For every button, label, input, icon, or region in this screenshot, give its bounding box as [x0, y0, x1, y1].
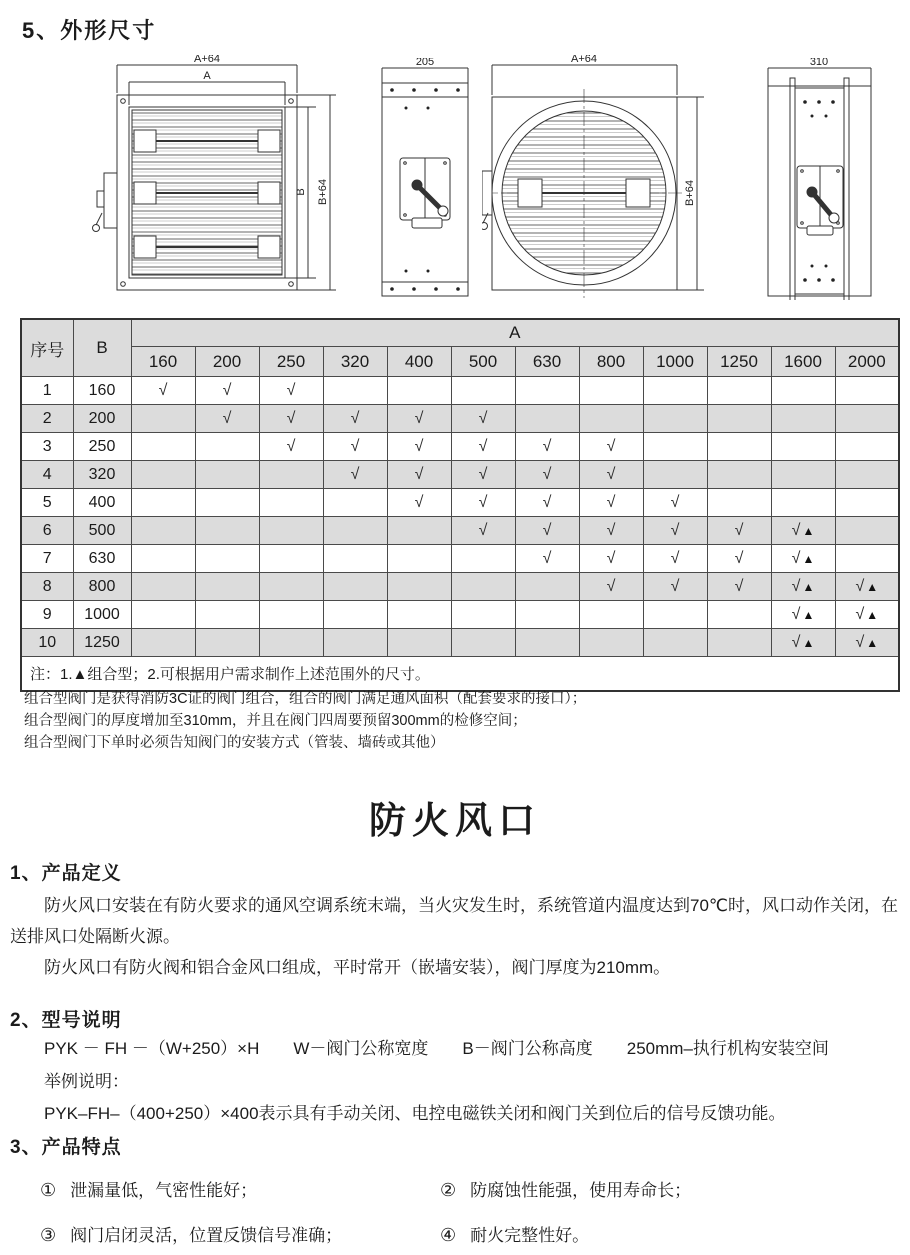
table-row	[21, 573, 899, 601]
availability-cell	[643, 573, 707, 601]
availability-cell	[771, 489, 835, 517]
availability-cell	[323, 573, 387, 601]
availability-cell	[707, 601, 771, 629]
availability-cell	[771, 461, 835, 489]
available-mark: √	[222, 381, 232, 399]
availability-cell	[835, 433, 899, 461]
availability-cell	[579, 405, 643, 433]
row-b-value: 500	[73, 517, 131, 545]
available-mark: √	[606, 493, 616, 511]
availability-cell	[259, 629, 323, 657]
availability-cell	[131, 489, 195, 517]
available-mark: √	[478, 493, 488, 511]
drawing-square-damper-front	[92, 55, 344, 302]
available-mark: √	[286, 409, 296, 427]
availability-cell	[451, 489, 515, 517]
availability-cell	[195, 405, 259, 433]
availability-cell	[579, 545, 643, 573]
combined-type-mark: ▲	[802, 607, 815, 622]
availability-cell	[515, 489, 579, 517]
size-availability-table	[20, 318, 900, 692]
availability-cell	[323, 377, 387, 405]
availability-cell	[515, 545, 579, 573]
row-b-value: 320	[73, 461, 131, 489]
drawing-round-damper-side	[733, 58, 905, 300]
availability-cell	[707, 573, 771, 601]
availability-cell	[643, 517, 707, 545]
row-seq: 10	[21, 629, 73, 657]
feature-item	[440, 1176, 880, 1201]
availability-cell	[387, 545, 451, 573]
combined-type-mark: ▲	[802, 579, 815, 594]
availability-cell	[131, 433, 195, 461]
section2-heading: 2、型号说明	[10, 1010, 122, 1031]
availability-cell	[131, 377, 195, 405]
availability-cell	[643, 545, 707, 573]
drawing-round-damper-front	[482, 55, 714, 302]
availability-cell	[451, 405, 515, 433]
availability-cell	[643, 405, 707, 433]
availability-cell	[451, 377, 515, 405]
availability-cell	[835, 489, 899, 517]
feature-text: 阀门启闭灵活，位置反馈信号准确；	[70, 1226, 343, 1245]
availability-cell	[259, 545, 323, 573]
availability-cell	[195, 573, 259, 601]
availability-cell	[707, 629, 771, 657]
page-title: 防火风口	[369, 800, 541, 841]
availability-cell	[835, 629, 899, 657]
availability-cell	[131, 601, 195, 629]
feature-item	[40, 1221, 440, 1246]
feature-item	[40, 1176, 440, 1201]
availability-cell	[771, 405, 835, 433]
row-seq: 4	[21, 461, 73, 489]
dim-label-a: A	[203, 70, 211, 82]
available-mark: √	[478, 465, 488, 483]
table-row	[21, 405, 899, 433]
availability-cell	[323, 545, 387, 573]
combined-type-mark: ▲	[866, 607, 879, 622]
table-row	[21, 601, 899, 629]
availability-cell	[195, 377, 259, 405]
col-header-size: 1000	[643, 347, 707, 377]
available-mark: √	[791, 521, 801, 539]
availability-cell	[707, 489, 771, 517]
availability-cell	[323, 629, 387, 657]
availability-cell	[387, 517, 451, 545]
note-line-2: 组合型阀门的厚度增加至310mm，并且在阀门四周要预留300mm的检修空间；	[24, 713, 527, 729]
available-mark: √	[670, 577, 680, 595]
availability-cell	[131, 545, 195, 573]
feature-text: 耐火完整性好。	[470, 1226, 590, 1245]
dim-label-b64-round: B+64	[684, 180, 696, 206]
available-mark: √	[855, 605, 865, 623]
table-row	[21, 377, 899, 405]
availability-cell	[643, 629, 707, 657]
note-line-1: 组合型阀门是获得消防3C证的阀门组合，组合的阀门满足通风面积（配套要求的接口）；	[24, 691, 587, 707]
available-mark: √	[286, 437, 296, 455]
availability-cell	[707, 461, 771, 489]
availability-cell	[515, 601, 579, 629]
section3-heading: 3、产品特点	[10, 1137, 122, 1158]
combined-type-mark: ▲	[866, 579, 879, 594]
availability-cell	[387, 461, 451, 489]
available-mark: √	[855, 633, 865, 651]
available-mark: √	[734, 577, 744, 595]
available-mark: √	[414, 493, 424, 511]
availability-cell	[195, 517, 259, 545]
available-mark: √	[855, 577, 865, 595]
available-mark: √	[791, 577, 801, 595]
row-seq: 6	[21, 517, 73, 545]
availability-cell	[323, 405, 387, 433]
availability-cell	[323, 601, 387, 629]
availability-cell	[259, 601, 323, 629]
available-mark: √	[542, 493, 552, 511]
example-label: 举例说明：	[44, 1072, 129, 1091]
row-b-value: 1000	[73, 601, 131, 629]
available-mark: √	[670, 493, 680, 511]
availability-cell	[835, 573, 899, 601]
feature-item	[440, 1221, 880, 1246]
availability-cell	[451, 629, 515, 657]
available-mark: √	[414, 437, 424, 455]
feature-number-icon: ④	[440, 1225, 457, 1245]
availability-cell	[579, 573, 643, 601]
availability-cell	[387, 433, 451, 461]
availability-cell	[771, 433, 835, 461]
availability-cell	[515, 377, 579, 405]
availability-cell	[579, 377, 643, 405]
combined-type-mark: ▲	[802, 551, 815, 566]
availability-cell	[451, 517, 515, 545]
dim-label-310: 310	[809, 58, 829, 68]
row-b-value: 160	[73, 377, 131, 405]
availability-cell	[707, 433, 771, 461]
availability-cell	[515, 573, 579, 601]
table-row	[21, 517, 899, 545]
availability-cell	[515, 405, 579, 433]
availability-cell	[643, 433, 707, 461]
availability-cell	[195, 545, 259, 573]
table-row	[21, 545, 899, 573]
available-mark: √	[222, 409, 232, 427]
col-header-size: 160	[131, 347, 195, 377]
available-mark: √	[478, 409, 488, 427]
availability-cell	[771, 573, 835, 601]
available-mark: √	[350, 437, 360, 455]
combined-type-mark: ▲	[866, 635, 879, 650]
available-mark: √	[286, 381, 296, 399]
available-mark: √	[670, 549, 680, 567]
row-seq: 3	[21, 433, 73, 461]
feature-text: 防腐蚀性能强，使用寿命长；	[470, 1181, 692, 1200]
availability-cell	[707, 405, 771, 433]
availability-cell	[259, 377, 323, 405]
available-mark: √	[478, 437, 488, 455]
availability-cell	[387, 405, 451, 433]
row-b-value: 630	[73, 545, 131, 573]
availability-cell	[515, 629, 579, 657]
availability-cell	[259, 489, 323, 517]
drawing-square-damper-side	[360, 58, 490, 300]
available-mark: √	[606, 521, 616, 539]
dim-label-b64: B+64	[317, 179, 329, 205]
availability-cell	[579, 489, 643, 517]
row-seq: 7	[21, 545, 73, 573]
availability-cell	[451, 433, 515, 461]
availability-cell	[451, 573, 515, 601]
available-mark: √	[158, 381, 168, 399]
availability-cell	[323, 461, 387, 489]
dim-label-a64: A+64	[194, 55, 220, 65]
availability-cell	[387, 629, 451, 657]
available-mark: √	[791, 633, 801, 651]
availability-cell	[707, 517, 771, 545]
availability-cell	[707, 545, 771, 573]
row-seq: 2	[21, 405, 73, 433]
availability-cell	[387, 573, 451, 601]
col-header-size: 1600	[771, 347, 835, 377]
available-mark: √	[791, 549, 801, 567]
availability-cell	[643, 461, 707, 489]
availability-cell	[259, 433, 323, 461]
availability-cell	[835, 405, 899, 433]
available-mark: √	[542, 437, 552, 455]
col-header-seq: 序号	[21, 319, 73, 377]
available-mark: √	[791, 605, 801, 623]
feature-number-icon: ②	[440, 1180, 457, 1200]
col-header-size: 630	[515, 347, 579, 377]
example-line: PYK–FH–（400+250）×400表示具有手动关闭、电控电磁铁关闭和阀门关到位后的信号反馈功能。	[44, 1104, 786, 1123]
available-mark: √	[606, 437, 616, 455]
col-header-size: 500	[451, 347, 515, 377]
feature-number-icon: ①	[40, 1180, 57, 1200]
section-outline-dimensions-title: 5、外形尺寸	[22, 18, 157, 43]
table-row	[21, 461, 899, 489]
available-mark: √	[542, 465, 552, 483]
availability-cell	[131, 461, 195, 489]
combined-type-notes	[24, 688, 586, 754]
availability-cell	[131, 517, 195, 545]
row-b-value: 400	[73, 489, 131, 517]
availability-cell	[579, 601, 643, 629]
availability-cell	[451, 461, 515, 489]
row-seq: 9	[21, 601, 73, 629]
availability-cell	[835, 517, 899, 545]
available-mark: √	[542, 521, 552, 539]
table-row	[21, 489, 899, 517]
dim-label-205: 205	[415, 58, 435, 68]
availability-cell	[643, 377, 707, 405]
availability-cell	[323, 433, 387, 461]
row-b-value: 1250	[73, 629, 131, 657]
section1-paragraph1: 防火风口安装在有防火要求的通风空调系统末端，当火灾发生时，系统管道内温度达到70℃时，风口动作关闭，在送排风口处隔断火源。	[10, 896, 898, 946]
col-header-size: 800	[579, 347, 643, 377]
availability-cell	[195, 461, 259, 489]
available-mark: √	[350, 465, 360, 483]
dim-label-b: B	[295, 188, 307, 196]
availability-cell	[643, 601, 707, 629]
availability-cell	[579, 629, 643, 657]
section1-heading: 1、产品定义	[10, 863, 122, 884]
availability-cell	[771, 601, 835, 629]
availability-cell	[259, 405, 323, 433]
available-mark: √	[478, 521, 488, 539]
available-mark: √	[670, 521, 680, 539]
row-b-value: 200	[73, 405, 131, 433]
availability-cell	[387, 489, 451, 517]
available-mark: √	[350, 409, 360, 427]
combined-type-mark: ▲	[802, 523, 815, 538]
available-mark: √	[734, 521, 744, 539]
availability-cell	[835, 545, 899, 573]
availability-cell	[259, 517, 323, 545]
table-note: 注：1.▲组合型；2.可根据用户需求制作上述范围外的尺寸。	[21, 657, 899, 692]
availability-cell	[259, 573, 323, 601]
availability-cell	[835, 601, 899, 629]
col-header-size: 200	[195, 347, 259, 377]
model-code-line: PYK － FH －（W+250）×H W－阀门公称宽度 B－阀门公称高度 250mm–执行机构安装空间	[44, 1039, 829, 1058]
availability-cell	[195, 433, 259, 461]
col-header-size: 1250	[707, 347, 771, 377]
availability-cell	[579, 433, 643, 461]
row-seq: 8	[21, 573, 73, 601]
available-mark: √	[606, 465, 616, 483]
availability-cell	[515, 433, 579, 461]
availability-cell	[387, 377, 451, 405]
availability-cell	[195, 601, 259, 629]
table-row	[21, 433, 899, 461]
col-header-size: 2000	[835, 347, 899, 377]
availability-cell	[131, 405, 195, 433]
available-mark: √	[414, 465, 424, 483]
table-row	[21, 629, 899, 657]
availability-cell	[707, 377, 771, 405]
size-header-row	[21, 347, 899, 377]
feature-number-icon: ③	[40, 1225, 57, 1245]
availability-cell	[131, 573, 195, 601]
availability-cell	[515, 517, 579, 545]
available-mark: √	[542, 549, 552, 567]
row-b-value: 800	[73, 573, 131, 601]
col-header-size: 400	[387, 347, 451, 377]
availability-cell	[131, 629, 195, 657]
row-b-value: 250	[73, 433, 131, 461]
col-header-size: 320	[323, 347, 387, 377]
feature-list	[40, 1176, 880, 1246]
availability-cell	[771, 629, 835, 657]
availability-cell	[771, 517, 835, 545]
available-mark: √	[414, 409, 424, 427]
available-mark: √	[606, 549, 616, 567]
row-seq: 5	[21, 489, 73, 517]
availability-cell	[835, 461, 899, 489]
note-line-3: 组合型阀门下单时必须告知阀门的安装方式（管装、墙砖或其他）	[24, 735, 445, 751]
availability-cell	[835, 377, 899, 405]
availability-cell	[323, 517, 387, 545]
availability-cell	[515, 461, 579, 489]
availability-cell	[387, 601, 451, 629]
availability-cell	[451, 601, 515, 629]
col-header-b: B	[73, 319, 131, 377]
size-table-body	[21, 377, 899, 657]
available-mark: √	[734, 549, 744, 567]
availability-cell	[771, 545, 835, 573]
availability-cell	[259, 461, 323, 489]
availability-cell	[771, 377, 835, 405]
availability-cell	[195, 489, 259, 517]
row-seq: 1	[21, 377, 73, 405]
availability-cell	[579, 461, 643, 489]
section1-paragraph2: 防火风口有防火阀和铝合金风口组成，平时常开（嵌墙安装），阀门厚度为210mm。	[44, 958, 671, 977]
availability-cell	[643, 489, 707, 517]
availability-cell	[579, 517, 643, 545]
available-mark: √	[606, 577, 616, 595]
availability-cell	[451, 545, 515, 573]
combined-type-mark: ▲	[802, 635, 815, 650]
availability-cell	[195, 629, 259, 657]
col-header-a: A	[131, 319, 899, 347]
dim-label-a64-round: A+64	[571, 55, 597, 65]
availability-cell	[323, 489, 387, 517]
col-header-size: 250	[259, 347, 323, 377]
feature-text: 泄漏量低，气密性能好；	[70, 1181, 258, 1200]
